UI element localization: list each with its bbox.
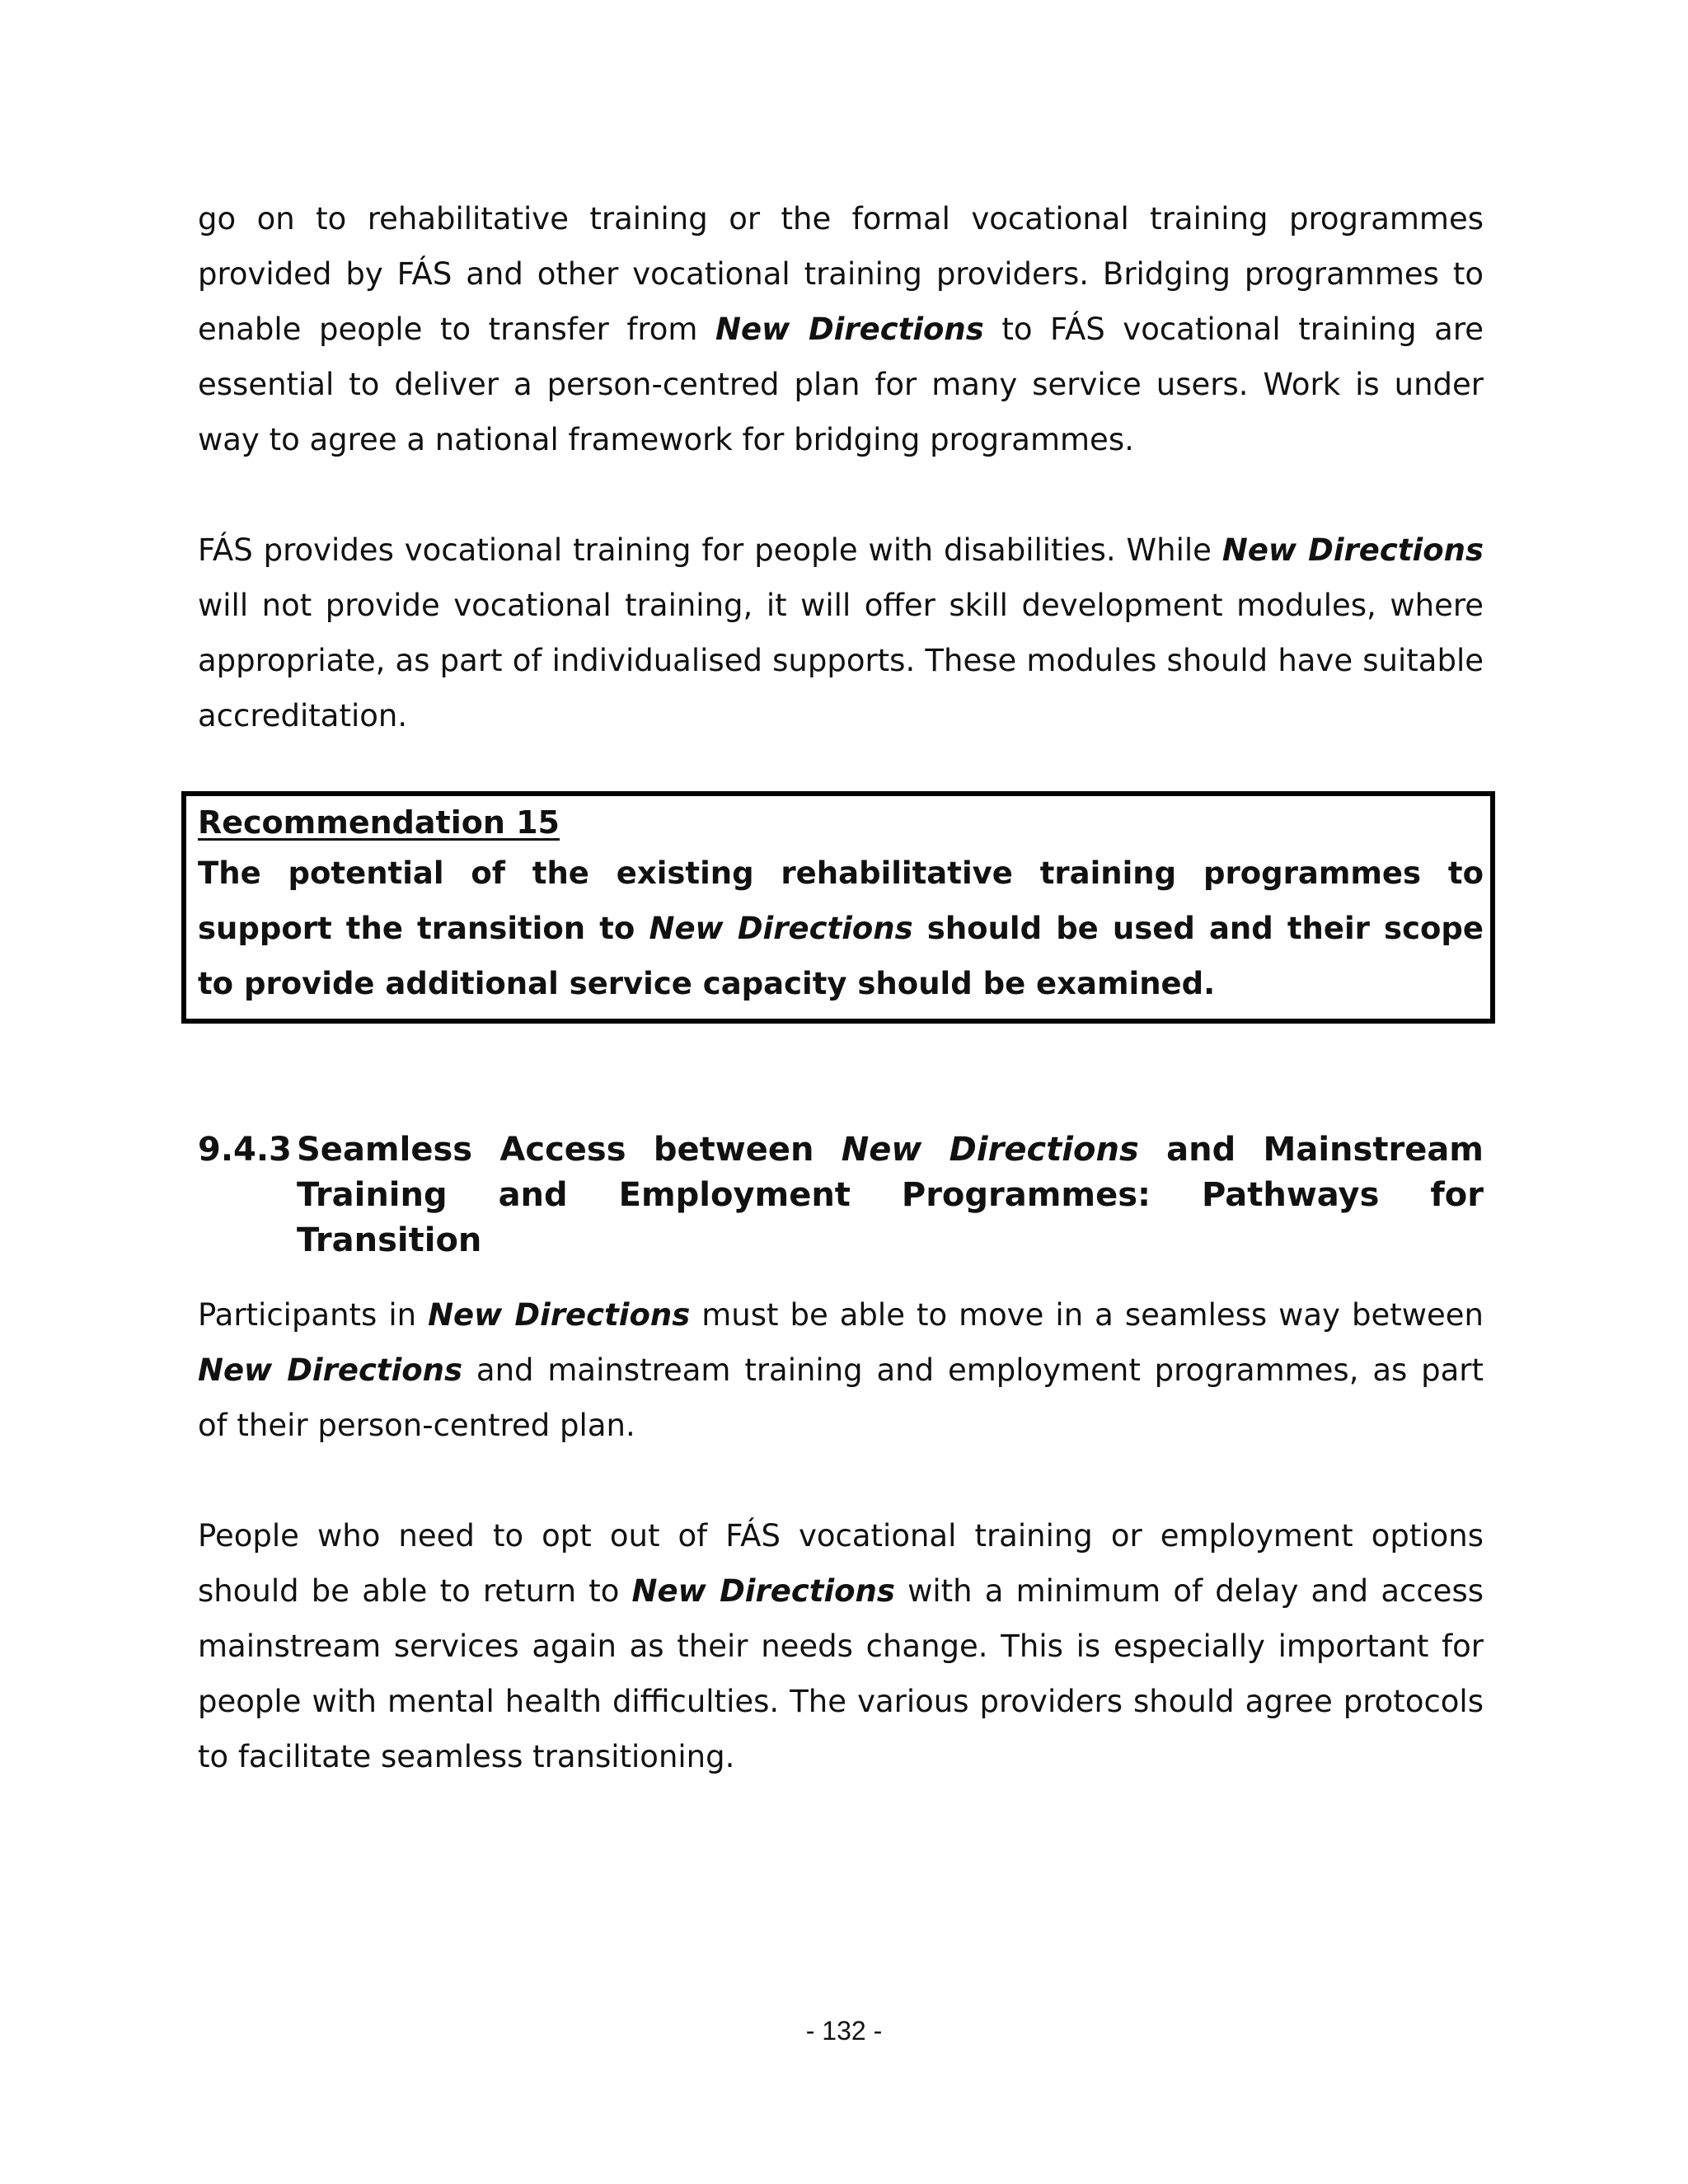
text-run: to FÁS vocational training are essential to deliver a person-centred plan for many service users. Work is under way to agree a national framework for bridging programmes. [198,312,1484,457]
program-name-emphasis: New Directions [428,1297,691,1333]
text-run: People who need to opt out of FÁS vocational training or employment options should be able to return to [198,1518,1484,1609]
text-run: and Mainstream [1138,1131,1484,1169]
recommendation-text [198,846,1484,1011]
program-name-emphasis: New Directions [198,1352,463,1388]
text-run: and mainstream training and employment programmes, as part of their person-centred plan. [198,1352,1484,1443]
paragraph [198,1287,1484,1453]
section-heading [198,1127,1484,1263]
text-run: should be used and their scope to provide additional service capacity should be examined. [198,911,1484,1001]
section-heading-line [198,1127,1484,1173]
text-run: must be able to move in a seamless way between [690,1297,1484,1333]
program-name-emphasis: New Directions [631,1573,895,1609]
program-name-emphasis: New Directions [841,1131,1139,1169]
text-run: will not provide vocational training, it will offer skill development modules, where appropriate, as part of individualised supports. These modules should have suitable accreditation. [198,588,1484,733]
program-name-emphasis: New Directions [1221,532,1484,568]
program-name-emphasis: New Directions [649,911,913,946]
paragraph [198,523,1484,743]
recommendation-box [181,791,1495,1024]
text-run: with a minimum of delay and access mainstream services again as their needs change. This is especially important for people with mental health difficulties. The various providers should agree protocols to facilitate seamless transitioning. [198,1573,1484,1774]
text-run: FÁS provides vocational training for people with disabilities. While [198,532,1222,568]
text-run: Seamless Access between [297,1131,842,1169]
section-number: 9.4.3 [198,1131,292,1169]
text-run: go on to rehabilitative training or the formal vocational training programmes provided by FÁS and other vocational training providers. Bridging programmes to enable people to transfer from [198,201,1484,347]
body-text-bottom [198,1287,1484,1784]
text-run: Participants in [198,1297,429,1333]
body-text-top [198,191,1484,743]
section-heading-line: Transition [297,1221,482,1259]
paragraph [198,1508,1484,1784]
text-run: The potential of the existing rehabilitative training programmes to support the transition to [198,855,1484,946]
page-number: - 132 - [805,2016,883,2046]
program-name-emphasis: New Directions [715,312,984,347]
recommendation-title: Recommendation 15 [198,804,560,841]
section-heading-line: Training and Employment Programmes: Pathways for [297,1176,1484,1214]
paragraph [198,191,1484,467]
